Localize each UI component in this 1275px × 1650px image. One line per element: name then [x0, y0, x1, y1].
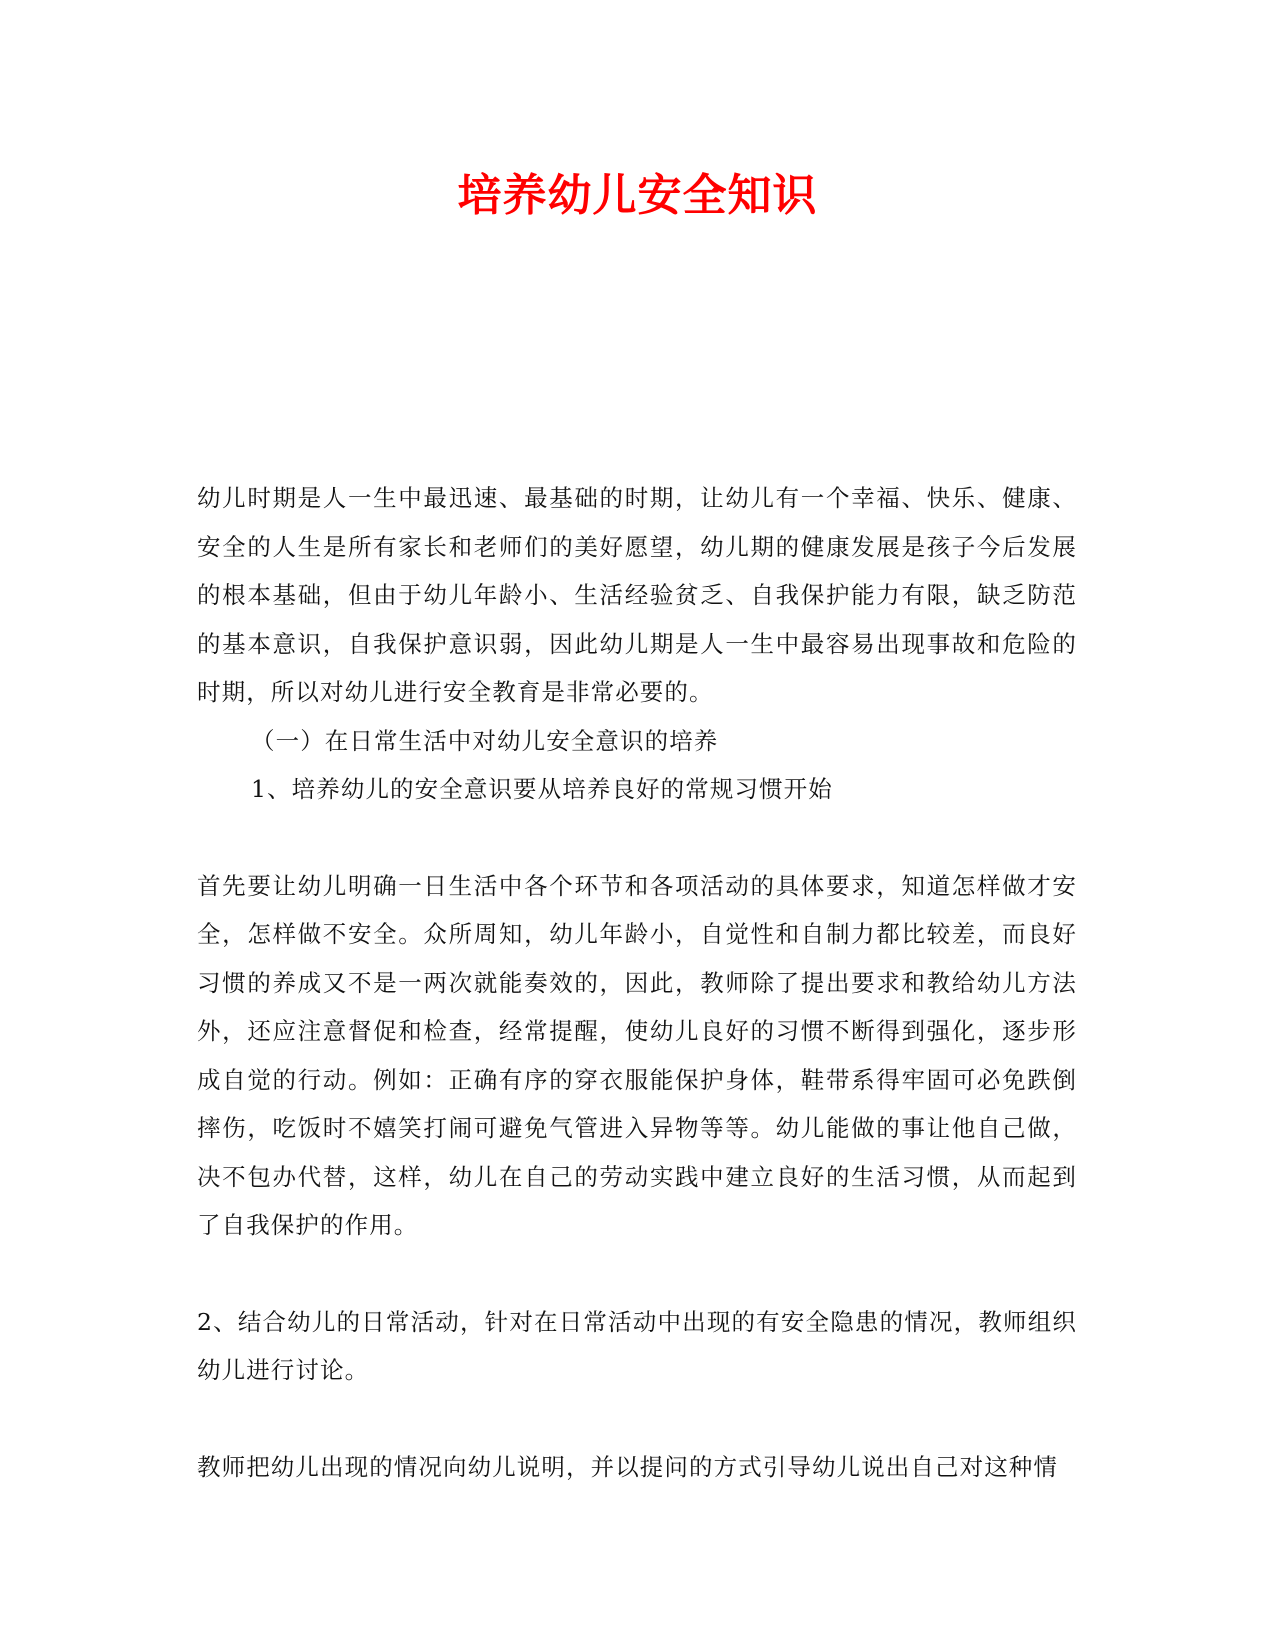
paragraph-habits: 首先要让幼儿明确一日生活中各个环节和各项活动的具体要求，知道怎样做才安全，怎样做不安全。众所周知，幼儿年龄小，自觉性和自制力都比较差，而良好习惯的养成又不是一两次就能奏效的，因此，教师除了提出要求和教给幼儿方法外，还应注意督促和检查，经常提醒，使幼儿良好的习惯不断得到强化，逐步形成自觉的行动。例如：正确有序的穿衣服能保护身体，鞋带系得牢固可必免跌倒摔伤，吃饭时不嬉笑打闹可避免气管进入异物等等。幼儿能做的事让他自己做，决不包办代替，这样，幼儿在自己的劳动实践中建立良好的生活习惯，从而起到了自我保护的作用。: [197, 871, 1077, 1239]
paragraph-discussion: 教师把幼儿出现的情况向幼儿说明，并以提问的方式引导幼儿说出自己对这种情: [197, 1452, 1058, 1481]
document-body: [197, 474, 1077, 1491]
section-heading: （一）在日常生活中对幼儿安全意识的培养: [251, 726, 719, 755]
paragraph-intro: 幼儿时期是人一生中最迅速、最基础的时期，让幼儿有一个幸福、快乐、健康、安全的人生是所有家长和老师们的美好愿望，幼儿期的健康发展是孩子今后发展的根本基础，但由于幼儿年龄小、生活经验贫乏、自我保护能力有限，缺乏防范的基本意识，自我保护意识弱，因此幼儿期是人一生中最容易出现事故和危险的时期，所以对幼儿进行安全教育是非常必要的。: [197, 484, 1077, 706]
subheading-1: 1、培养幼儿的安全意识要从培养良好的常规习惯开始: [251, 775, 833, 803]
subheading-2: 2、结合幼儿的日常活动，针对在日常活动中出现的有安全隐患的情况，教师组织幼儿进行讨论。: [197, 1307, 1077, 1384]
document-title: 培养幼儿安全知识: [457, 170, 818, 221]
